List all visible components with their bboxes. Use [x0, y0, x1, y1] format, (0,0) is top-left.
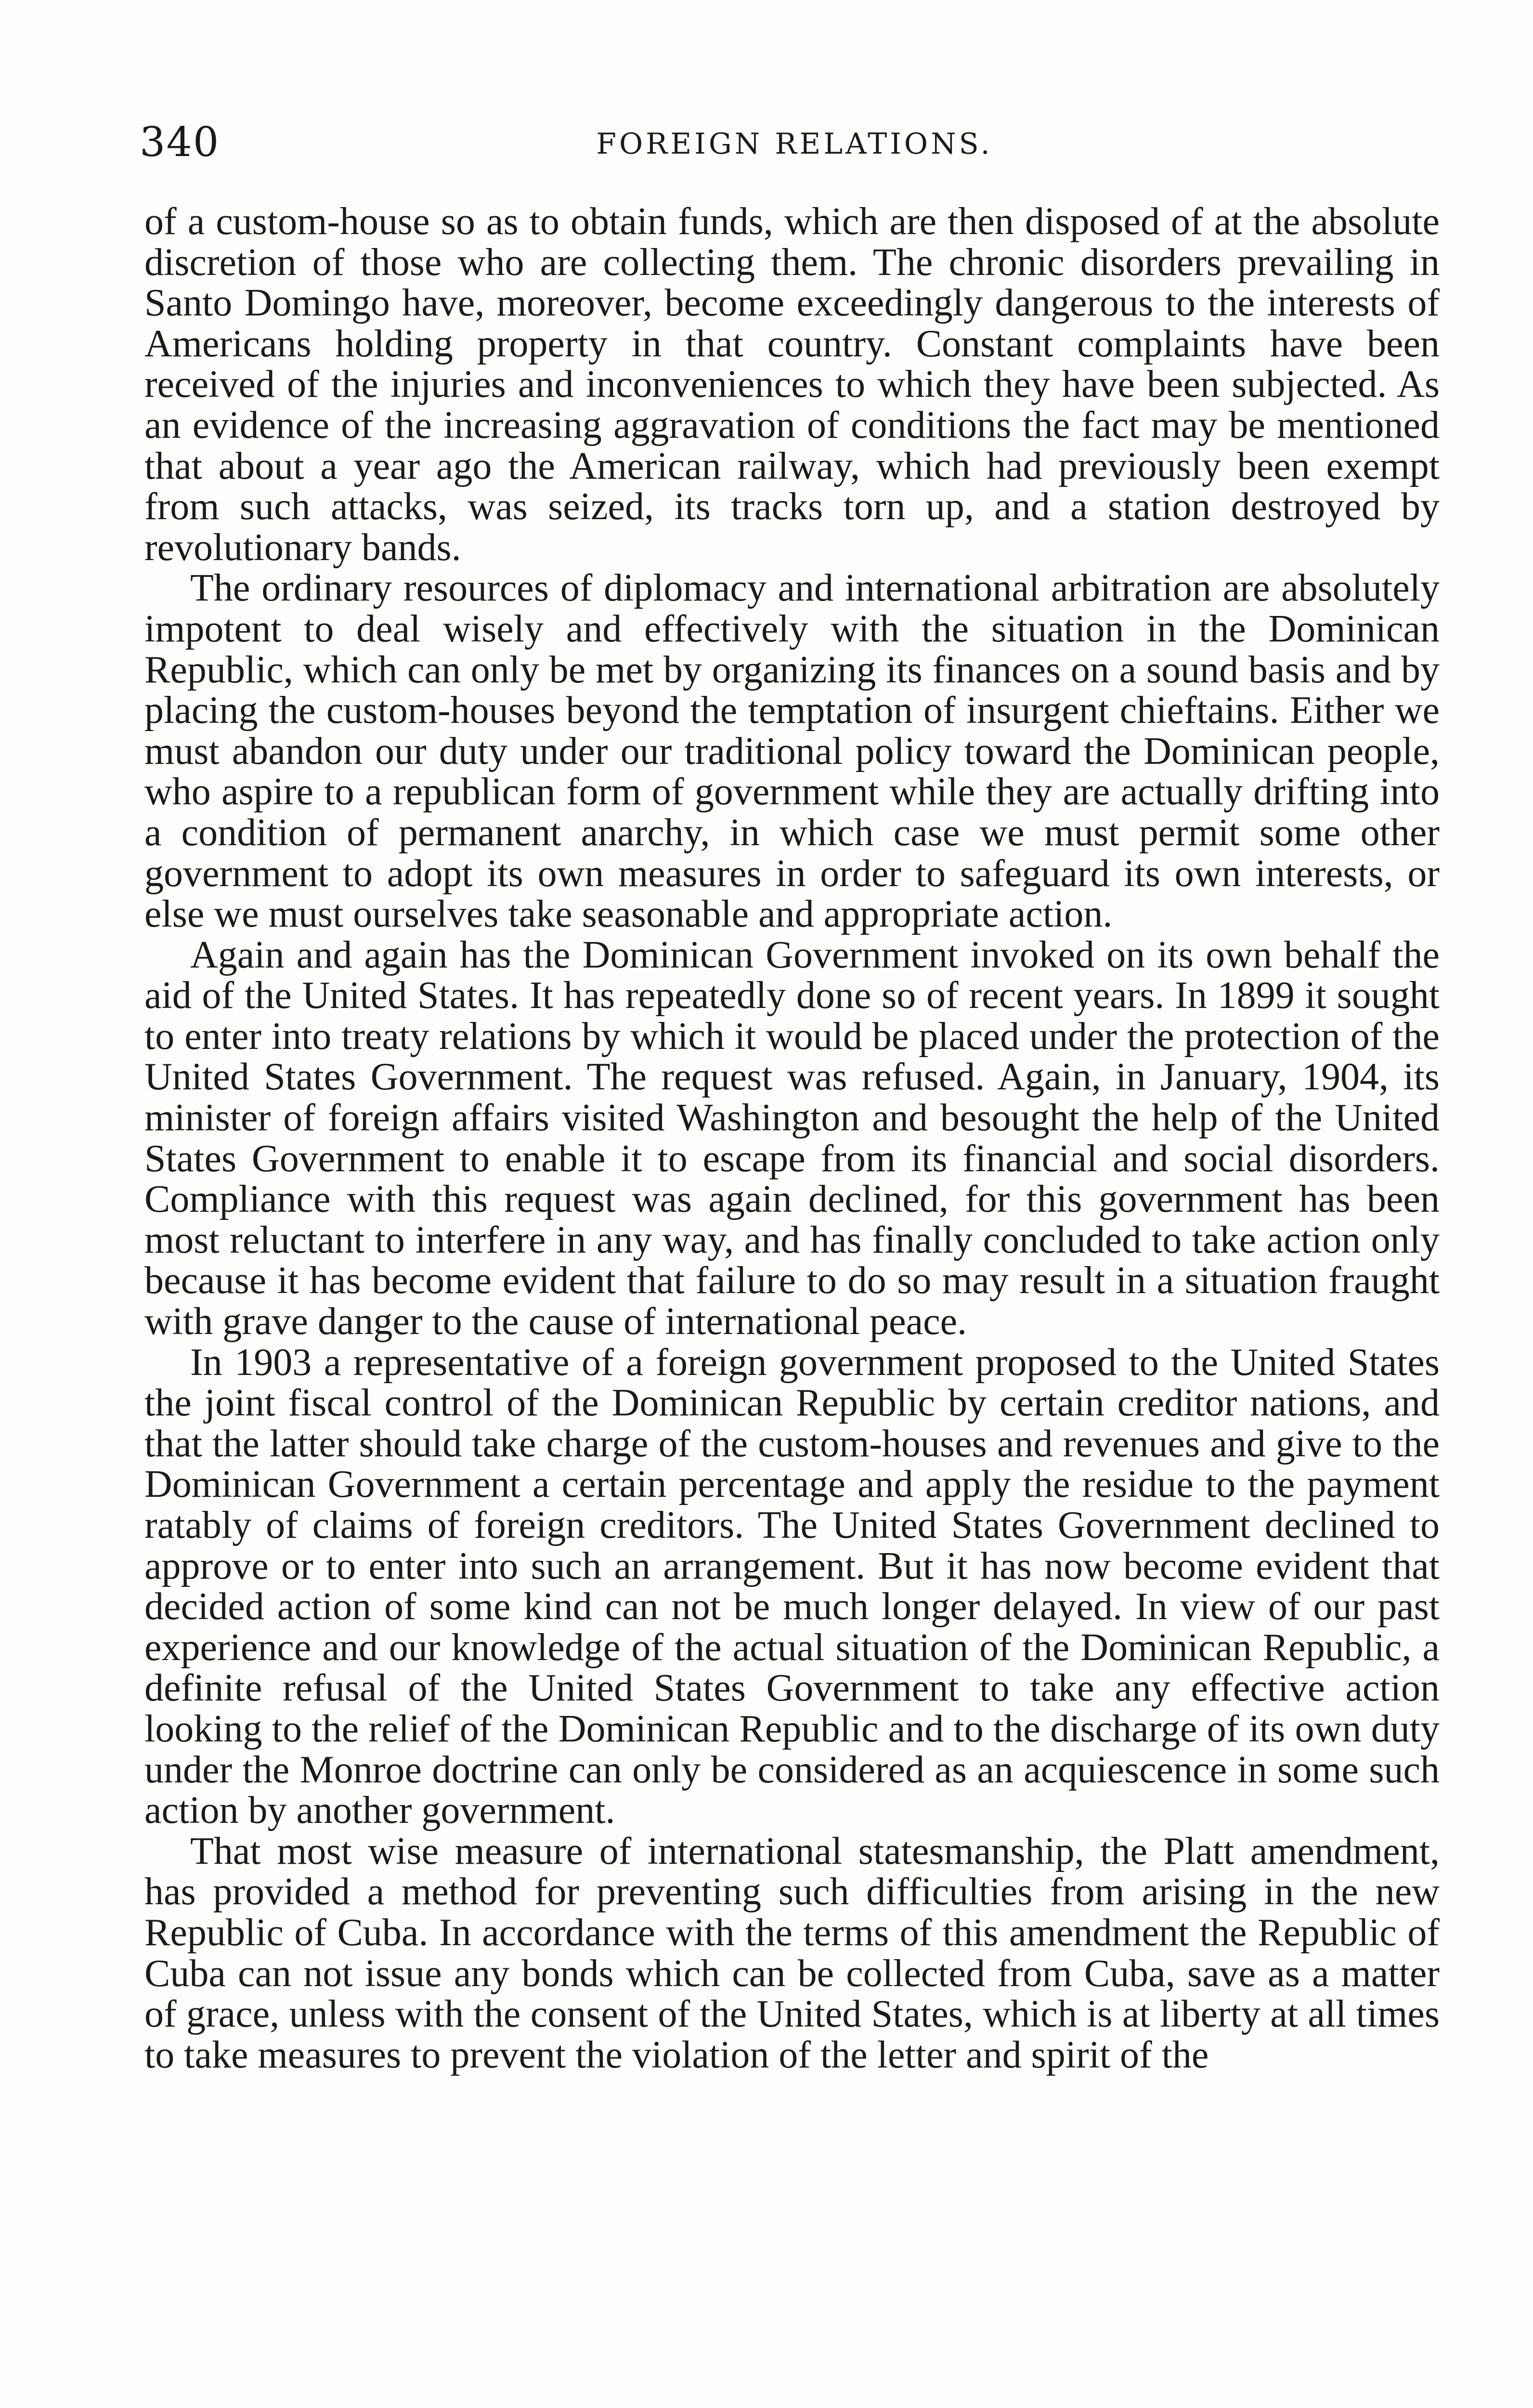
paragraph-1903-proposal: In 1903 a representative of a foreign government proposed to the United States the joint fiscal control of the Dominican Republic by certain creditor nations, and that the latter should take charge of the custom-houses and revenues and give to the Dominican Government a certain percentage and apply the residue to the payment ratably of claims of foreign creditors. The United States Government declined to approve or to enter into such an arrangement. But it has now become evident that decided action of some kind can not be much longer delayed. In view of our past experience and our knowledge of the actual situation of the Dominican Republic, a definite refusal of the United States Government to take any effective action looking to the relief of the Dominican Republic and to the discharge of its own duty under the Monroe doctrine can only be considered as an acquiescence in some such action by another government. [144, 1341, 1440, 1832]
paragraph-platt-amendment: That most wise measure of international statesmanship, the Platt amendment, has provided a method for preventing such difficulties from arising in the new Republic of Cuba. In accordance with the terms of this amendment the Republic of Cuba can not issue any bonds which can be collected from Cuba, save as a matter of grace, unless with the consent of the United States, which is at liberty at all times to take measures to prevent the violation of the letter and spirit of the [144, 1830, 1440, 2076]
running-header [140, 118, 1449, 171]
body-text [144, 201, 1440, 2075]
paragraph-continued: of a custom-house so as to obtain funds, which are then disposed of at the absolute discretion of those who are collecting them. The chronic disorders prevailing in Santo Domingo have, moreover, become exceedingly dangerous to the interests of Americans holding property in that country. Constant complaints have been received of the injuries and inconveniences to which they have been subjected. As an evidence of the increasing aggravation of conditions the fact may be mentioned that about a year ago the American railway, which had previously been exempt from such attacks, was seized, its tracks torn up, and a station destroyed by revolutionary bands. [144, 200, 1440, 569]
running-title: FOREIGN RELATIONS. [596, 127, 993, 161]
page-number: 340 [140, 118, 220, 166]
paragraph-dominican-requests: Again and again has the Dominican Government invoked on its own behalf the aid of the United States. It has repeatedly done so of recent years. In 1899 it sought to enter into treaty relations by which it would be placed under the protection of the United States Government. The request was refused. Again, in January, 1904, its minister of foreign affairs visited Washington and besought the help of the United States Government to enable it to escape from its financial and social disorders. Compliance with this request was again declined, for this government has been most reluctant to interfere in any way, and has finally concluded to take action only because it has become evident that failure to do so may result in a situation fraught with grave danger to the cause of international peace. [144, 933, 1440, 1343]
paragraph-diplomacy: The ordinary resources of diplomacy and international arbitration are absolutely impotent to deal wisely and effectively with the situation in the Dominican Republic, which can only be met by organizing its finances on a sound basis and by placing the custom-houses beyond the temptation of insurgent chieftains. Either we must abandon our duty under our traditional policy toward the Dominican people, who aspire to a republican form of government while they are actually drifting into a condition of permanent anarchy, in which case we must permit some other government to adopt its own measures in order to safeguard its own interests, or else we must ourselves take seasonable and appropriate action. [144, 567, 1440, 936]
